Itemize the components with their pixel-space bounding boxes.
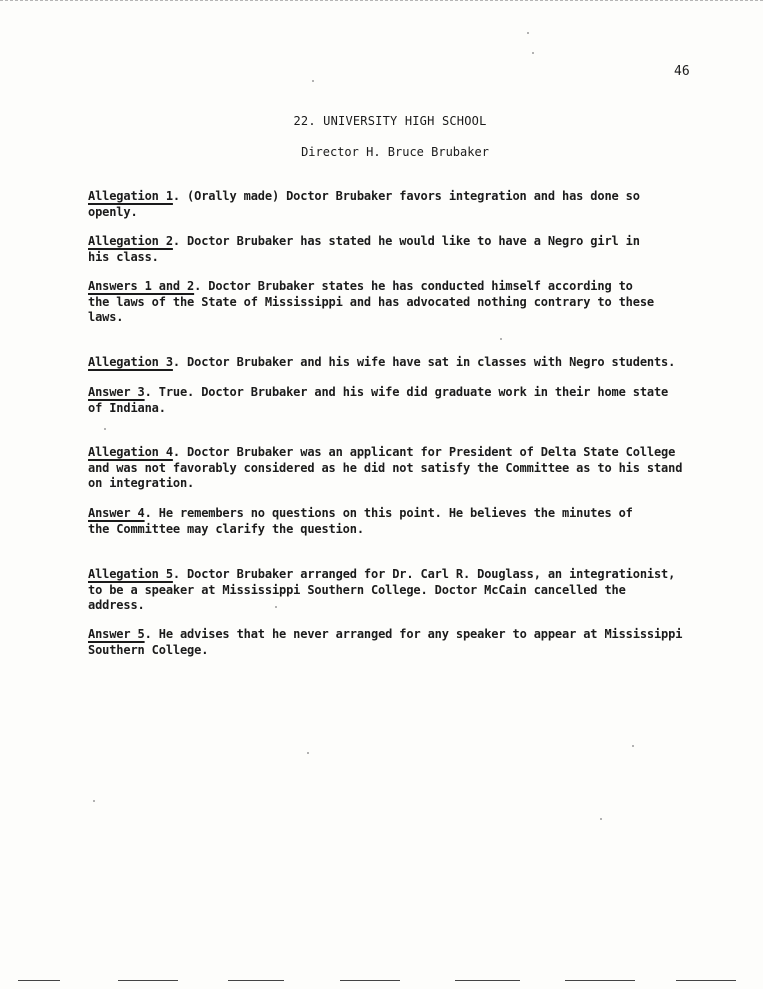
entry-text: . He remembers no questions on this point. He believes the minutes of the Committee may clarify the question. [88,506,633,536]
entry-label: Answer 4 [88,506,145,520]
scan-speck [93,800,95,802]
entry-label: Allegation 4 [88,445,173,459]
scan-speck [104,428,106,430]
scan-bottom-rule [565,980,635,981]
entry-text: . Doctor Brubaker was an applicant for President of Delta State College and was not favorably considered as he did not satisfy the Committee as to his stand on integration. [88,445,683,490]
answer-4 [88,506,738,537]
entry-label: Allegation 2 [88,234,173,248]
director-line: Director H. Bruce Brubaker [301,145,489,159]
scan-speck [307,752,309,754]
scan-speck [312,80,314,82]
entry-text: . (Orally made) Doctor Brubaker favors integration and has done so openly. [88,189,640,219]
scan-speck [532,52,534,54]
scan-bottom-rule [455,980,520,981]
allegation-3 [88,355,738,371]
scan-bottom-rule [118,980,178,981]
scan-top-edge [0,0,763,1]
entry-text: . Doctor Brubaker arranged for Dr. Carl R. Douglass, an integrationist, to be a speaker at Mississippi Southern College. Doctor McCain cancelled the address. [88,567,676,612]
scan-bottom-rule [676,980,736,981]
scan-bottom-rule [228,980,284,981]
answer-3 [88,385,738,416]
entry-text: . Doctor Brubaker has stated he would like to have a Negro girl in his class. [88,234,640,264]
answer-5 [88,627,738,658]
entry-label: Allegation 3 [88,355,173,369]
entry-text: . Doctor Brubaker states he has conducted himself according to the laws of the State of Mississippi and has advocated nothing contrary to these laws. [88,279,654,324]
entry-label: Allegation 1 [88,189,173,203]
section-title: 22. UNIVERSITY HIGH SCHOOL [293,114,487,128]
scan-speck [600,818,602,820]
scan-bottom-rule [340,980,400,981]
scan-speck [632,745,634,747]
answers-1-and-2 [88,279,738,326]
entry-label: Allegation 5 [88,567,173,581]
entry-text: . True. Doctor Brubaker and his wife did graduate work in their home state of Indiana. [88,385,669,415]
scan-speck [500,338,502,340]
allegation-2 [88,234,738,265]
entry-label: Answer 5 [88,627,145,641]
entry-text: . Doctor Brubaker and his wife have sat in classes with Negro students. [172,355,676,369]
allegation-4 [88,445,738,492]
page-number: 46 [674,64,690,79]
entry-label: Answers 1 and 2 [88,279,195,293]
scan-speck [275,606,277,608]
allegation-1 [88,189,738,220]
entry-label: Answer 3 [88,385,145,399]
scan-speck [527,32,529,34]
entry-text: . He advises that he never arranged for any speaker to appear at Mississippi Southern College. [88,627,683,657]
scan-bottom-rule [18,980,60,981]
allegation-5 [88,567,738,614]
